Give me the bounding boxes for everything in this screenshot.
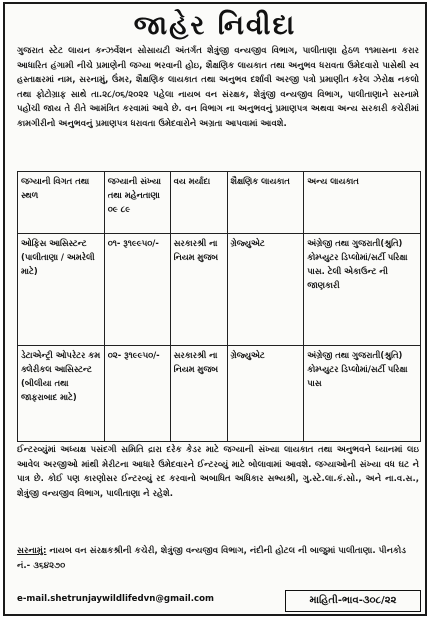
closing-paragraph: ઈન્ટરવ્યુંમાં અધ્યક્ષ પસંદગી સમિતિ દ્રારા દરેક કેડર માટે જગ્યાની સંખ્યા લાયકાત તથા અનુભવને ધ્યાનમાં લઇ આવેલ અરજીઓ માંથી મેરીટના આધારે ઉમેદવારને ઈન્ટરવ્યું માટે બોલાવામાં આવશે. જગ્યાઓની સંખ્યા વધ ઘટ ને પાત્ર છે. કોઈ પણ કારણોસર ઈન્ટરવ્યું રદ કરવાનો અબાધિત અધિકાર સભ્યશ્રી, ગુ.સ્ટે.લા.કં.સો., અને ના.વ.સ., શેત્રુંજી વન્યજીવ વિભાગ, પાલીતાણા ને રહેશે. xyxy=(17,445,419,499)
cell-age: સરકારશ્રી ના નિયમ મુજબ xyxy=(170,346,227,442)
header-age: વય મર્યાદા xyxy=(170,172,227,234)
address-label: સરનામું: xyxy=(17,546,47,556)
cell-post: ડેટાએન્ટ્રી ઓપરેટર કમ ક્લેરીકલ આસિસ્ટન્ટ (બીલીયા તથા જાફરાબાદ માટે) xyxy=(18,346,105,442)
header-count-pay: જગ્યાની સંખ્યા તથા મહેનતાણા ૦૯ ૮૯ xyxy=(104,172,170,234)
posts-table xyxy=(17,171,421,442)
header-post: જગ્યાની વિગત તથા સ્થળ xyxy=(18,172,105,234)
address-text: નાયબ વન સંરક્ષકશ્રીની કચેરી, શેત્રુંજી વન્યજીવ વિભાગ, નંદીની હોટલ ની બાજુમાં પાલીતાણા. પીનકોડ નં.- ૩૬૪૨૭૦ xyxy=(17,546,406,571)
cell-count-pay: ૦૧- રૂ૧૯૯૫૦/- xyxy=(104,234,170,346)
table-row xyxy=(18,346,421,442)
cell-education: ગ્રેજ્યુએટ xyxy=(227,346,304,442)
email-address: e-mail.shetrunjaywildlifedvn@gmail.com xyxy=(17,594,214,604)
cell-education: ગ્રેજ્યુએટ xyxy=(227,234,304,346)
cell-other: અંગ્રેજી તથા ગુજરાતી(શ્રુતિ) કોમ્પ્યુટર ડિપ્લોમાં/સર્ટી પરિક્ષા પાસ xyxy=(304,346,421,442)
table-row xyxy=(18,234,421,346)
reference-number: માહિતી-ભાવ-૩૦૮/૨૨ xyxy=(285,590,421,612)
cell-other: અંગ્રેજી તથા ગુજરાતી(શ્રુતિ) કોમ્પ્યુટર ડિપ્લોમાં/સર્ટી પરિક્ષા પાસ. ટેલી એકાઉન્ટ ની જાણકારી xyxy=(304,234,421,346)
address-block xyxy=(17,544,419,573)
cell-age: સરકારશ્રી ના નિયમ મુજબ xyxy=(170,234,227,346)
table-header-row xyxy=(18,172,421,234)
footer-row xyxy=(17,590,421,612)
header-education: શૈક્ષણિક લાયકાત xyxy=(227,172,304,234)
intro-paragraph: ગુજરાત સ્ટેટ લાયન કન્ઝર્વેશન સોસાયટી અંતર્ગત શેત્રુંજી વન્યજીવ વિભાગ, પાલીતાણા હેઠળ ૧૧માસના કરાર આધારિત હંગામી નીચે પ્રમાણેની જગ્યા ભરવાની હોઇ, શૈક્ષણિક લાયકાત તથા અનુભવ ધરાવતા ઉમેદવારો પાસેથી સ્વ હસ્તાક્ષરમાં નામ, સરનામું, ઉંમર, શૈક્ષણિક લાયકાત તથા અનુભવ દર્શાવી અરજી પત્રો પ્રમાણીત કરેલ ઝેરોક્ષ નકલો તથા ફોટોગ્રાફ સાથે તા.૨૮/૦૬/૨૦૨૨ પહેલા નાયબ વન સંરક્ષક, શેત્રુંજી વન્યજીવ વિભાગ, પાલીતાણાને સરનામે પહોંચી જાય તે રીતે આમંત્રિત કરવામાં આવે છે. વન વિભાગ ના અનુભવનું પ્રમાણપત્ર અથવા અન્ય સરકારી કચેરીમાં કામગીરીનો અનુભવનું પ્રમાણપત્ર ધરાવતા ઉમેદવારોને અગ્રતા આપવામાં આવશે. xyxy=(17,46,419,129)
header-other: અન્ય લાયકાત xyxy=(304,172,421,234)
notice-title: જાહેર નિવીદા xyxy=(133,10,297,41)
notice-page xyxy=(3,2,427,616)
cell-count-pay: ૦૨- રૂ૧૯૯૫૦/- xyxy=(104,346,170,442)
cell-post: ઓફિસ આસિસ્ટન્ટ (પાલીતાણા / અમરેલી માટે) xyxy=(18,234,105,346)
